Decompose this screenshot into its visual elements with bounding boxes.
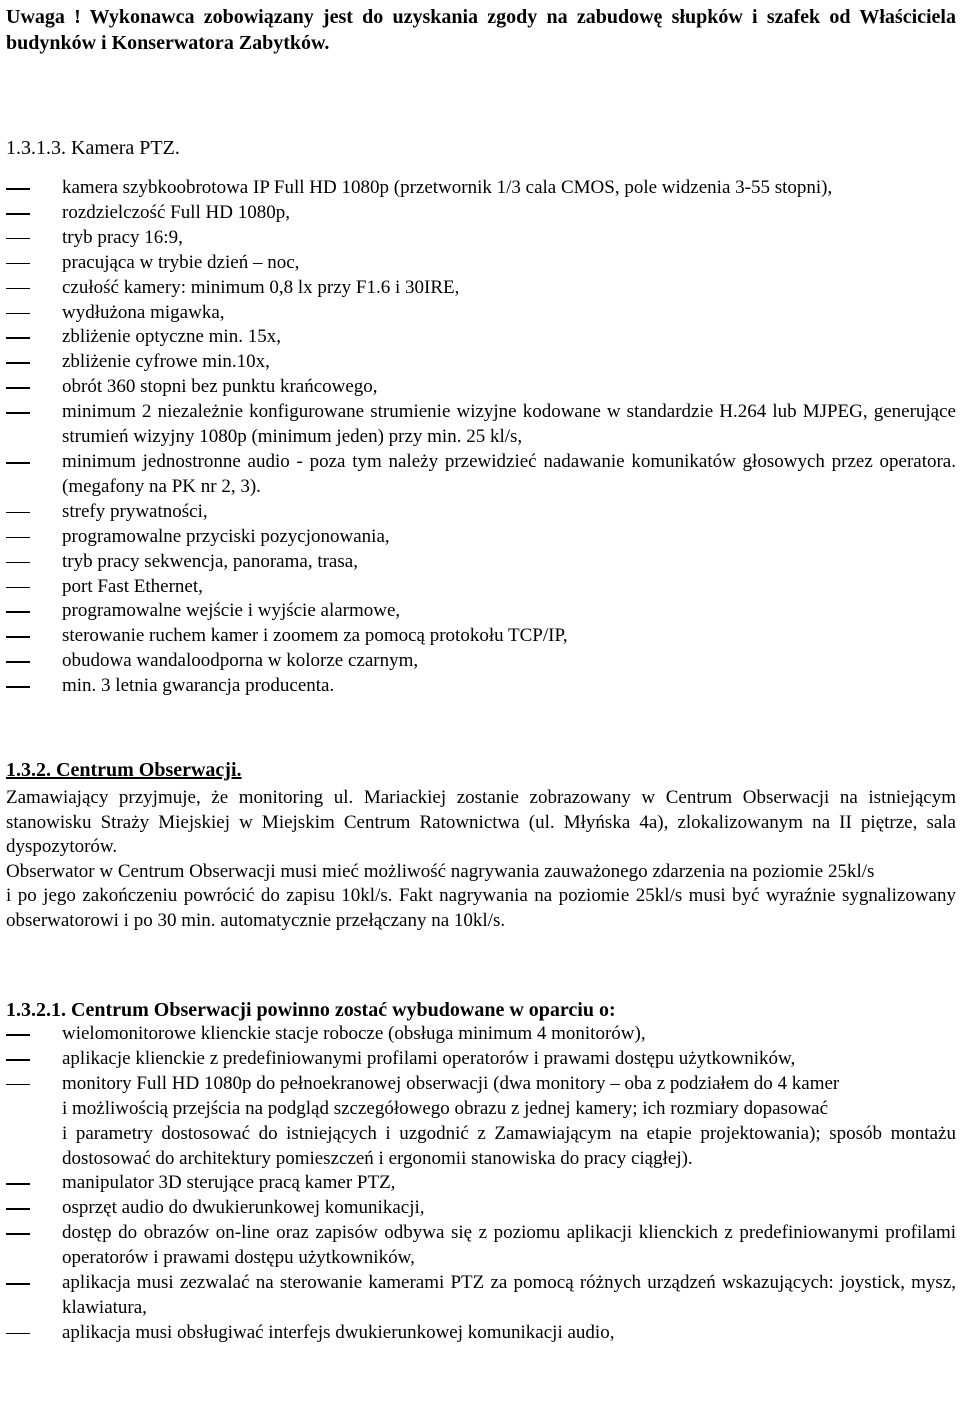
list-item: zbliżenie optyczne min. 15x, bbox=[6, 325, 956, 350]
list-item: port Fast Ethernet, bbox=[6, 575, 956, 600]
list-item: dostęp do obrazów on-line oraz zapisów odbywa się z poziomu aplikacji klienckich z predefiniowanymi profilami operatorów i prawami dostępu użytkowników, bbox=[6, 1221, 956, 1271]
ptz-spec-list bbox=[6, 176, 956, 699]
list-item: tryb pracy 16:9, bbox=[6, 226, 956, 251]
section-heading-observation: 1.3.2. Centrum Obserwacji. bbox=[6, 759, 242, 781]
list-item: sterowanie ruchem kamer i zoomem za pomocą protokołu TCP/IP, bbox=[6, 624, 956, 649]
paragraph: Obserwator w Centrum Obserwacji musi mieć możliwość nagrywania zauważonego zdarzenia na poziomie 25kl/s bbox=[6, 860, 875, 882]
list-item: strefy prywatności, bbox=[6, 500, 956, 525]
list-item: minimum 2 niezależnie konfigurowane strumienie wizyjne kodowane w standardzie H.264 lub MJPEG, generujące strumień wizyjny 1080p (minimum jeden) przy min. 25 kl/s, bbox=[6, 400, 956, 450]
list-item: rozdzielczość Full HD 1080p, bbox=[6, 201, 956, 226]
paragraph: Zamawiający przyjmuje, że monitoring ul. Mariackiej zostanie zobrazowany w Centrum Obserwacji na istniejącym stanowisku Straży Miejskiej w Miejskim Centrum Ratownictwa (ul. Młyńska 4a), zlokalizowanym na II piętrze, sala dyspozytorów. bbox=[6, 787, 956, 857]
list-item: monitory Full HD 1080p do pełnoekranowej obserwacji (dwa monitory – oba z podziałem do 4 kamer bbox=[6, 1072, 956, 1097]
list-item: wielomonitorowe klienckie stacje robocze (obsługa minimum 4 monitorów), bbox=[6, 1022, 956, 1047]
list-item: aplikacja musi obsługiwać interfejs dwukierunkowej komunikacji audio, bbox=[6, 1321, 956, 1346]
list-item: osprzęt audio do dwukierunkowej komunikacji, bbox=[6, 1196, 956, 1221]
list-item: wydłużona migawka, bbox=[6, 301, 956, 326]
list-item: obrót 360 stopni bez punktu krańcowego, bbox=[6, 375, 956, 400]
list-item: programowalne przyciski pozycjonowania, bbox=[6, 525, 956, 550]
list-item-continuation: i możliwością przejścia na podgląd szczegółowego obrazu z jednej kamery; ich rozmiary dopasować bbox=[62, 1097, 829, 1119]
list-item: kamera szybkoobrotowa IP Full HD 1080p (przetwornik 1/3 cala CMOS, pole widzenia 3-55 stopni), bbox=[6, 176, 956, 201]
list-item: obudowa wandaloodporna w kolorze czarnym, bbox=[6, 649, 956, 674]
list-item: czułość kamery: minimum 0,8 lx przy F1.6 i 30IRE, bbox=[6, 276, 956, 301]
list-item-continuation: i parametry dostosować do istniejących i uzgodnić z Zamawiającym na etapie projektowania); sposób montażu dostosować do architektury pomieszczeń i ergonomii stanowiska do pracy ciągłej). bbox=[62, 1122, 956, 1169]
list-item: minimum jednostronne audio - poza tym należy przewidzieć nadawanie komunikatów głosowych przez operatora. (megafony na PK nr 2, 3). bbox=[6, 450, 956, 500]
paragraph: i po jego zakończeniu powrócić do zapisu 10kl/s. Fakt nagrywania na poziomie 25kl/s musi być wyraźnie sygnalizowany obserwatorowi i po 30 min. automatycznie przełączany na 10kl/s. bbox=[6, 885, 956, 931]
section-heading-ptz: 1.3.1.3. Kamera PTZ. bbox=[6, 137, 180, 159]
basis-list bbox=[6, 1022, 956, 1346]
observation-text bbox=[6, 786, 956, 933]
list-item: manipulator 3D sterujące pracą kamer PTZ, bbox=[6, 1171, 956, 1196]
list-item: zbliżenie cyfrowe min.10x, bbox=[6, 350, 956, 375]
warning-paragraph: Uwaga ! Wykonawca zobowiązany jest do uzyskania zgody na zabudowę słupków i szafek od Właściciela budynków i Konserwatora Zabytków. bbox=[6, 6, 956, 54]
list-item: pracująca w trybie dzień – noc, bbox=[6, 251, 956, 276]
list-item: min. 3 letnia gwarancja producenta. bbox=[6, 674, 956, 699]
list-item: programowalne wejście i wyjście alarmowe, bbox=[6, 599, 956, 624]
list-item: aplikacja musi zezwalać na sterowanie kamerami PTZ za pomocą różnych urządzeń wskazujących: joystick, mysz, klawiatura, bbox=[6, 1271, 956, 1321]
list-item: aplikacje klienckie z predefiniowanymi profilami operatorów i prawami dostępu użytkowników, bbox=[6, 1047, 956, 1072]
section-heading-basis: 1.3.2.1. Centrum Obserwacji powinno zostać wybudowane w oparciu o: bbox=[6, 999, 616, 1021]
list-item: tryb pracy sekwencja, panorama, trasa, bbox=[6, 550, 956, 575]
